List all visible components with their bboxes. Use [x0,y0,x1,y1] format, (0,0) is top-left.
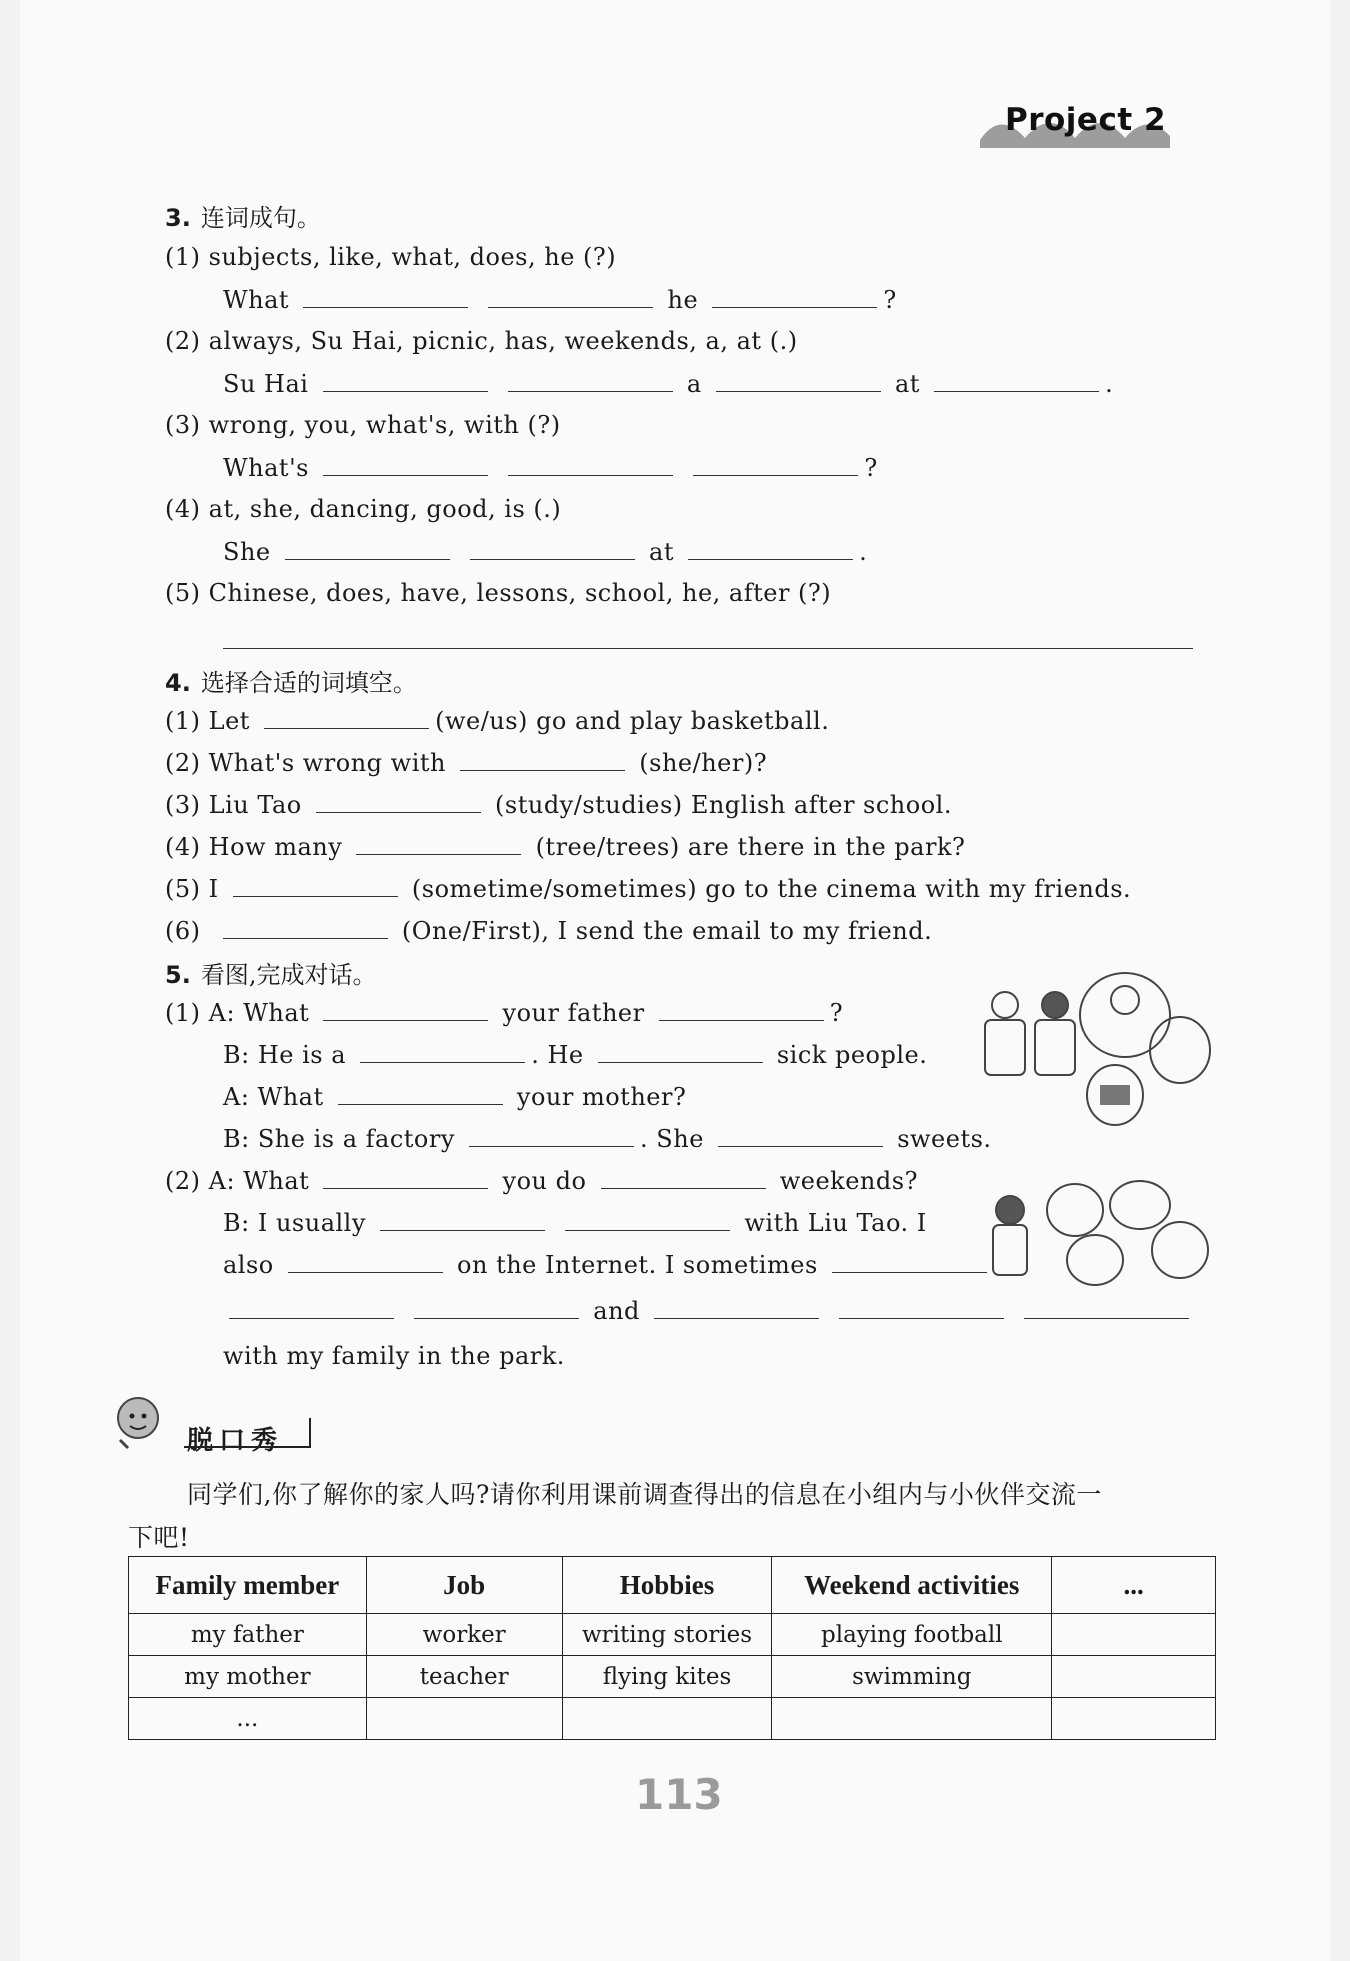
s4-q4: (4) How many (tree/trees) are there in the park? [165,833,966,861]
s4-q5: (5) I (sometime/sometimes) go to the cinema with my friends. [165,875,1132,903]
table-cell[interactable] [562,1698,772,1740]
answer-blank[interactable] [460,748,625,771]
s5-d2-line1: (2) A: What you do weekends? [165,1167,918,1195]
answer-blank[interactable] [839,1296,1004,1319]
answer-blank[interactable] [508,369,673,392]
table-cell[interactable] [366,1698,562,1740]
answer-blank[interactable] [323,1166,488,1189]
section-5-title: 5. 看图,完成对话。 [165,961,377,989]
col-family-member: Family member [129,1557,367,1614]
table-cell[interactable] [772,1698,1052,1740]
answer-blank[interactable] [303,285,468,308]
answer-blank[interactable] [285,537,450,560]
answer-blank[interactable] [338,1082,503,1105]
answer-blank[interactable] [380,1208,545,1231]
s5-d1-line3: A: What your mother? [223,1083,687,1111]
answer-blank[interactable] [688,537,853,560]
answer-blank[interactable] [264,706,429,729]
table-cell: flying kites [562,1656,772,1698]
section-3-title: 3. 连词成句。 [165,204,321,232]
answer-blank[interactable] [323,998,488,1021]
answer-blank[interactable] [469,1124,634,1147]
s5-d1-line4: B: She is a factory . She sweets. [223,1125,992,1153]
workbook-page [20,0,1330,1961]
table-cell[interactable] [1052,1614,1216,1656]
answer-blank[interactable] [356,832,521,855]
answer-blank[interactable] [1024,1296,1189,1319]
table-cell: teacher [366,1656,562,1698]
answer-blank[interactable] [832,1250,987,1273]
answer-blank[interactable] [323,369,488,392]
answer-blank[interactable] [288,1250,443,1273]
talk-show-title: 脱口秀 [187,1426,284,1456]
s3-q3-words: (3) wrong, you, what's, with (?) [165,411,561,439]
table-cell: my father [129,1614,367,1656]
s3-q1-words: (1) subjects, like, what, does, he (?) [165,243,617,271]
s3-q1-answer: What he ? [223,286,897,314]
s3-q2-answer: Su Hai a at . [223,370,1114,398]
table-header-row [129,1557,1216,1614]
answer-blank[interactable] [414,1296,579,1319]
answer-blank[interactable] [565,1208,730,1231]
answer-blank[interactable] [323,453,488,476]
girl-mascot-icon [108,1390,178,1450]
answer-blank[interactable] [233,874,398,897]
project-title: Project 2 [1005,102,1167,138]
s5-d2-line2: B: I usually with Liu Tao. I [223,1209,927,1237]
answer-blank[interactable] [718,1124,883,1147]
answer-blank[interactable] [712,285,877,308]
answer-blank[interactable] [316,790,481,813]
s5-d2-line4: and [223,1296,1195,1325]
table-row [129,1656,1216,1698]
s3-q3-answer: What's ? [223,454,878,482]
talk-title-divider [309,1418,311,1448]
s4-q6: (6) (One/First), I send the email to my friend. [165,917,933,945]
answer-blank[interactable] [716,369,881,392]
s3-q5-words: (5) Chinese, does, have, lessons, school, he, after (?) [165,579,832,607]
answer-blank[interactable] [659,998,824,1021]
answer-blank[interactable] [229,1296,394,1319]
table-row [129,1698,1216,1740]
s3-q4-answer: She at . [223,538,868,566]
project-badge [975,100,1175,152]
answer-blank[interactable] [601,1166,766,1189]
answer-blank[interactable] [598,1040,763,1063]
family-table [128,1556,1216,1740]
doctor-family-illustration [975,965,1215,1135]
page-number: 113 [635,1770,723,1819]
s4-q2: (2) What's wrong with (she/her)? [165,749,768,777]
answer-blank[interactable] [693,453,858,476]
answer-blank[interactable] [223,916,388,939]
s5-d1-line1: (1) A: What your father ? [165,999,844,1027]
talk-intro-cont: 下吧! [128,1523,190,1552]
table-cell: swimming [772,1656,1052,1698]
col-more: ... [1052,1557,1216,1614]
s3-q4-words: (4) at, she, dancing, good, is (.) [165,495,562,523]
s5-d1-line2: B: He is a . He sick people. [223,1041,928,1069]
s5-d2-line5: with my family in the park. [223,1342,565,1370]
answer-blank[interactable] [934,369,1099,392]
table-row [129,1614,1216,1656]
table-cell: ... [129,1698,367,1740]
table-cell: my mother [129,1656,367,1698]
s5-d2-line3: also on the Internet. I sometimes [223,1250,993,1279]
talk-intro: 同学们,你了解你的家人吗?请你利用课前调查得出的信息在小组内与小伙伴交流一 [187,1480,1102,1509]
section-4-title: 4. 选择合适的词填空。 [165,669,417,697]
s4-q3: (3) Liu Tao (study/studies) English after school. [165,791,952,819]
weekend-activities-illustration [975,1180,1215,1290]
table-cell: playing football [772,1614,1052,1656]
answer-blank[interactable] [360,1040,525,1063]
answer-blank[interactable] [488,285,653,308]
s3-q2-words: (2) always, Su Hai, picnic, has, weekends, a, at (.) [165,327,798,355]
col-hobbies: Hobbies [562,1557,772,1614]
table-cell[interactable] [1052,1656,1216,1698]
table-cell[interactable] [1052,1698,1216,1740]
answer-blank[interactable] [508,453,673,476]
s3-q5-answer-line[interactable] [223,648,1193,649]
answer-blank[interactable] [654,1296,819,1319]
talk-title-underline [184,1446,310,1448]
col-weekend-activities: Weekend activities [772,1557,1052,1614]
table-cell: worker [366,1614,562,1656]
s4-q1: (1) Let (we/us) go and play basketball. [165,707,830,735]
answer-blank[interactable] [470,537,635,560]
table-cell: writing stories [562,1614,772,1656]
col-job: Job [366,1557,562,1614]
